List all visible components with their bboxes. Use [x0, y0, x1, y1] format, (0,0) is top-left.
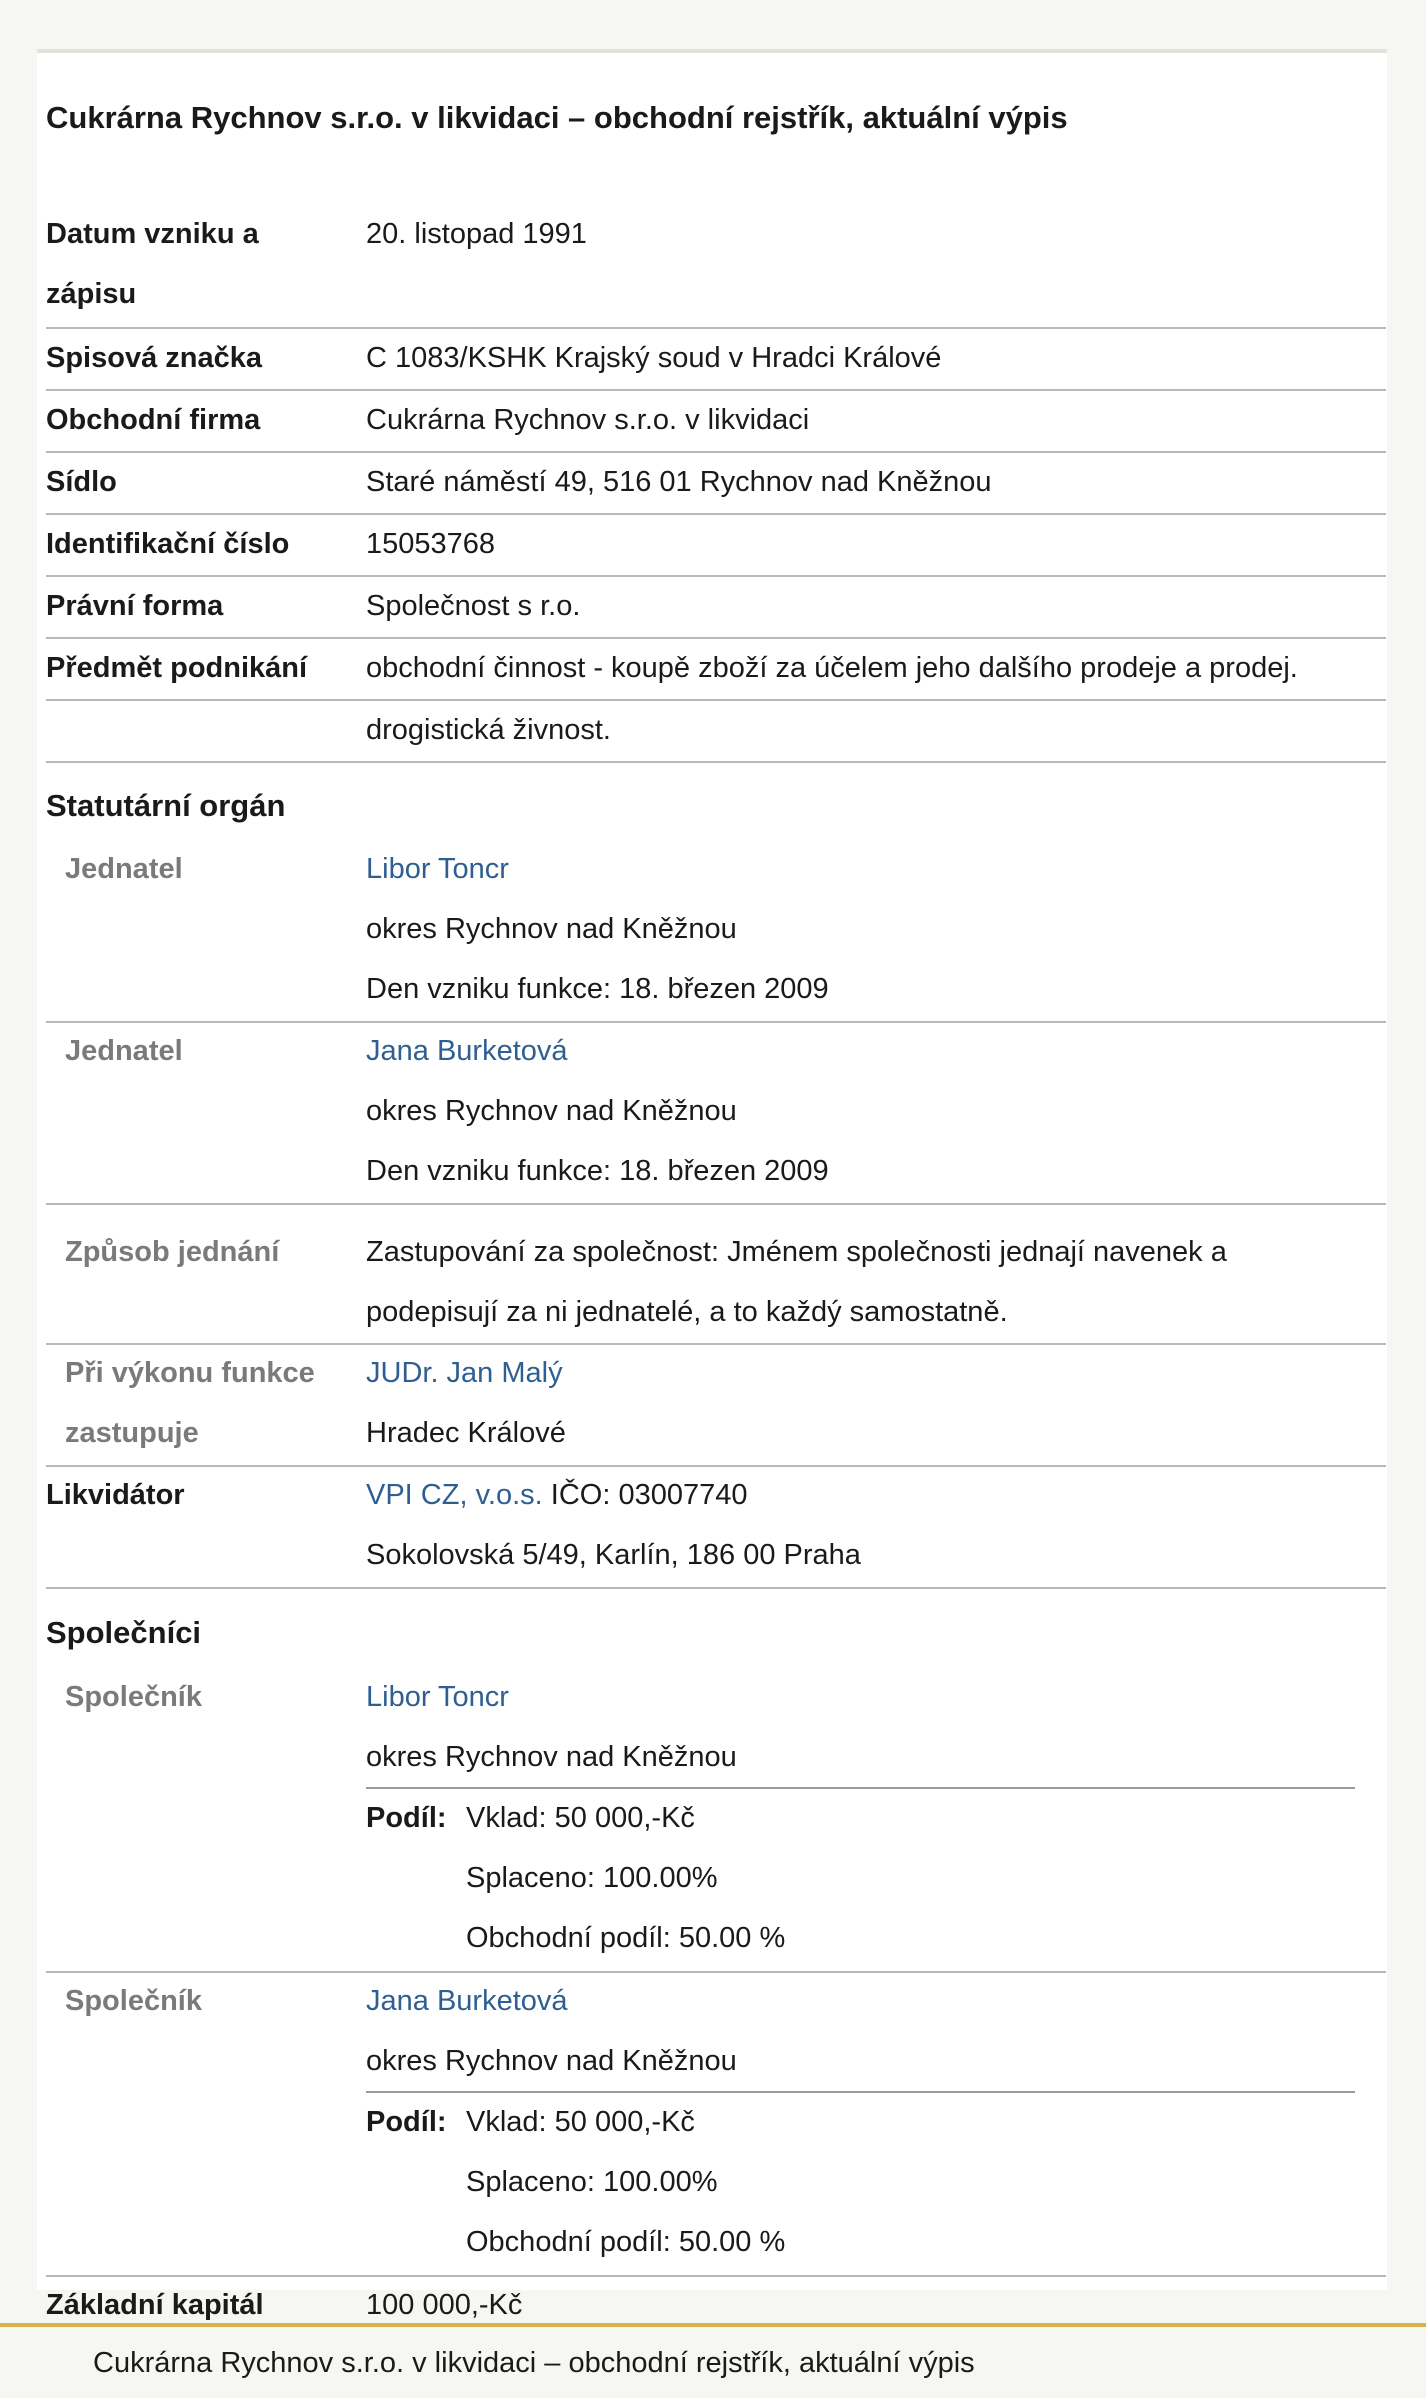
likvidator-address: Sokolovská 5/49, Karlín, 186 00 Praha — [366, 1539, 861, 1571]
row-sidlo — [46, 451, 1386, 515]
label-predmet-podnikani: Předmět podnikání — [46, 652, 308, 684]
partner-district: okres Rychnov nad Kněžnou — [366, 2045, 737, 2077]
podil-splaceno: Splaceno: 100.00% — [466, 1862, 718, 1894]
section-spolecnici: Společníci — [46, 1615, 202, 1650]
value-spisova-znacka: C 1083/KSHK Krajský soud v Hradci Králové — [366, 342, 942, 374]
podil-obchodni: Obchodní podíl: 50.00 % — [466, 1922, 786, 1954]
likvidator-name-link[interactable]: VPI CZ, v.o.s. — [366, 1479, 543, 1511]
partner-entry — [46, 1667, 1386, 1973]
partner-name-link[interactable]: Jana Burketová — [366, 1985, 568, 2017]
row-identifikacni-cislo — [46, 513, 1386, 577]
role-jednatel: Jednatel — [65, 1035, 183, 1067]
role-jednatel: Jednatel — [65, 853, 183, 885]
row-predmet-podnikani-1 — [46, 637, 1386, 701]
role-spolecnik: Společník — [65, 1681, 202, 1713]
value-obchodni-firma: Cukrárna Rychnov s.r.o. v likvidaci — [366, 404, 810, 436]
role-spolecnik: Společník — [65, 1985, 202, 2017]
likvidator-ico: IČO: 03007740 — [542, 1479, 748, 1511]
label-identifikacni-cislo: Identifikační číslo — [46, 528, 290, 560]
registry-panel — [37, 49, 1387, 2321]
row-spisova-znacka — [46, 327, 1386, 391]
row-datum-vzniku — [46, 203, 1386, 329]
likvidator-details — [366, 1465, 861, 1585]
member-since: Den vzniku funkce: 18. březen 2009 — [366, 973, 829, 1005]
row-likvidator — [46, 1465, 1386, 1589]
value-pravni-forma: Společnost s r.o. — [366, 590, 581, 622]
label-obchodni-firma: Obchodní firma — [46, 404, 261, 436]
representative-place: Hradec Králové — [366, 1417, 566, 1449]
page-title: Cukrárna Rychnov s.r.o. v likvidaci – obchodní rejstřík, aktuální výpis — [46, 100, 1068, 135]
zpusob-jednani-line-1: Zastupování za společnost: Jménem společnosti jednají navenek a — [366, 1236, 1227, 1268]
label-pri-vykonu-funkce-2: zastupuje — [65, 1417, 199, 1449]
label-datum-vzniku-1: Datum vzniku a — [46, 218, 259, 250]
podil-obchodni: Obchodní podíl: 50.00 % — [466, 2226, 786, 2258]
footer — [0, 2323, 1426, 2398]
row-pri-vykonu-funkce — [46, 1343, 1386, 1467]
label-likvidator: Likvidátor — [46, 1479, 185, 1511]
label-zakladni-kapital: Základní kapitál — [46, 2289, 264, 2321]
section-statutarni-organ: Statutární orgán — [46, 788, 286, 823]
partner-name-link[interactable]: Libor Toncr — [366, 1681, 509, 1713]
podil-label: Podíl: — [366, 2106, 447, 2138]
partner-details — [366, 1667, 737, 1787]
zpusob-jednani-line-2: podepisují za ni jednatelé, a to každý samostatně. — [366, 1296, 1008, 1328]
value-sidlo: Staré náměstí 49, 516 01 Rychnov nad Kněžnou — [366, 466, 992, 498]
row-zpusob-jednani — [46, 1203, 1386, 1345]
partner-district: okres Rychnov nad Kněžnou — [366, 1741, 737, 1773]
label-pravni-forma: Právní forma — [46, 590, 224, 622]
pri-vykonu-details — [366, 1343, 566, 1463]
podil-vklad: Vklad: 50 000,-Kč — [466, 2106, 695, 2138]
partner-entry — [46, 1971, 1386, 2277]
member-name-link[interactable]: Jana Burketová — [366, 1035, 568, 1067]
footer-text: Cukrárna Rychnov s.r.o. v likvidaci – obchodní rejstřík, aktuální výpis — [93, 2347, 975, 2379]
label-pri-vykonu-funkce-1: Při výkonu funkce — [65, 1357, 315, 1389]
podil-label: Podíl: — [366, 1802, 447, 1834]
podil-vklad: Vklad: 50 000,-Kč — [466, 1802, 695, 1834]
value-identifikacni-cislo: 15053768 — [366, 528, 496, 560]
value-datum-vzniku: 20. listopad 1991 — [366, 218, 587, 250]
member-district: okres Rychnov nad Kněžnou — [366, 913, 737, 945]
podil-details — [466, 2092, 785, 2272]
value-predmet-podnikani-1: obchodní činnost - koupě zboží za účelem jeho dalšího prodeje a prodej. — [366, 652, 1298, 684]
member-details — [366, 1021, 829, 1201]
podil-splaceno: Splaceno: 100.00% — [466, 2166, 718, 2198]
value-zakladni-kapital: 100 000,-Kč — [366, 2289, 523, 2321]
representative-name-link[interactable]: JUDr. Jan Malý — [366, 1357, 563, 1389]
podil-details — [466, 1788, 785, 1968]
row-predmet-podnikani-2 — [46, 699, 1386, 763]
statutory-member — [46, 1021, 1386, 1205]
label-spisova-znacka: Spisová značka — [46, 342, 262, 374]
label-sidlo: Sídlo — [46, 466, 117, 498]
label-datum-vzniku-2: zápisu — [46, 278, 137, 310]
row-obchodni-firma — [46, 389, 1386, 453]
partner-details — [366, 1971, 737, 2091]
value-predmet-podnikani-2: drogistická živnost. — [366, 714, 611, 746]
zpusob-jednani-text — [366, 1222, 1227, 1342]
member-name-link[interactable]: Libor Toncr — [366, 853, 509, 885]
statutory-member — [46, 839, 1386, 1023]
member-district: okres Rychnov nad Kněžnou — [366, 1095, 737, 1127]
likvidator-line-1 — [366, 1465, 861, 1525]
row-pravni-forma — [46, 575, 1386, 639]
member-since: Den vzniku funkce: 18. březen 2009 — [366, 1155, 829, 1187]
label-zpusob-jednani: Způsob jednání — [65, 1236, 280, 1268]
member-details — [366, 839, 829, 1019]
